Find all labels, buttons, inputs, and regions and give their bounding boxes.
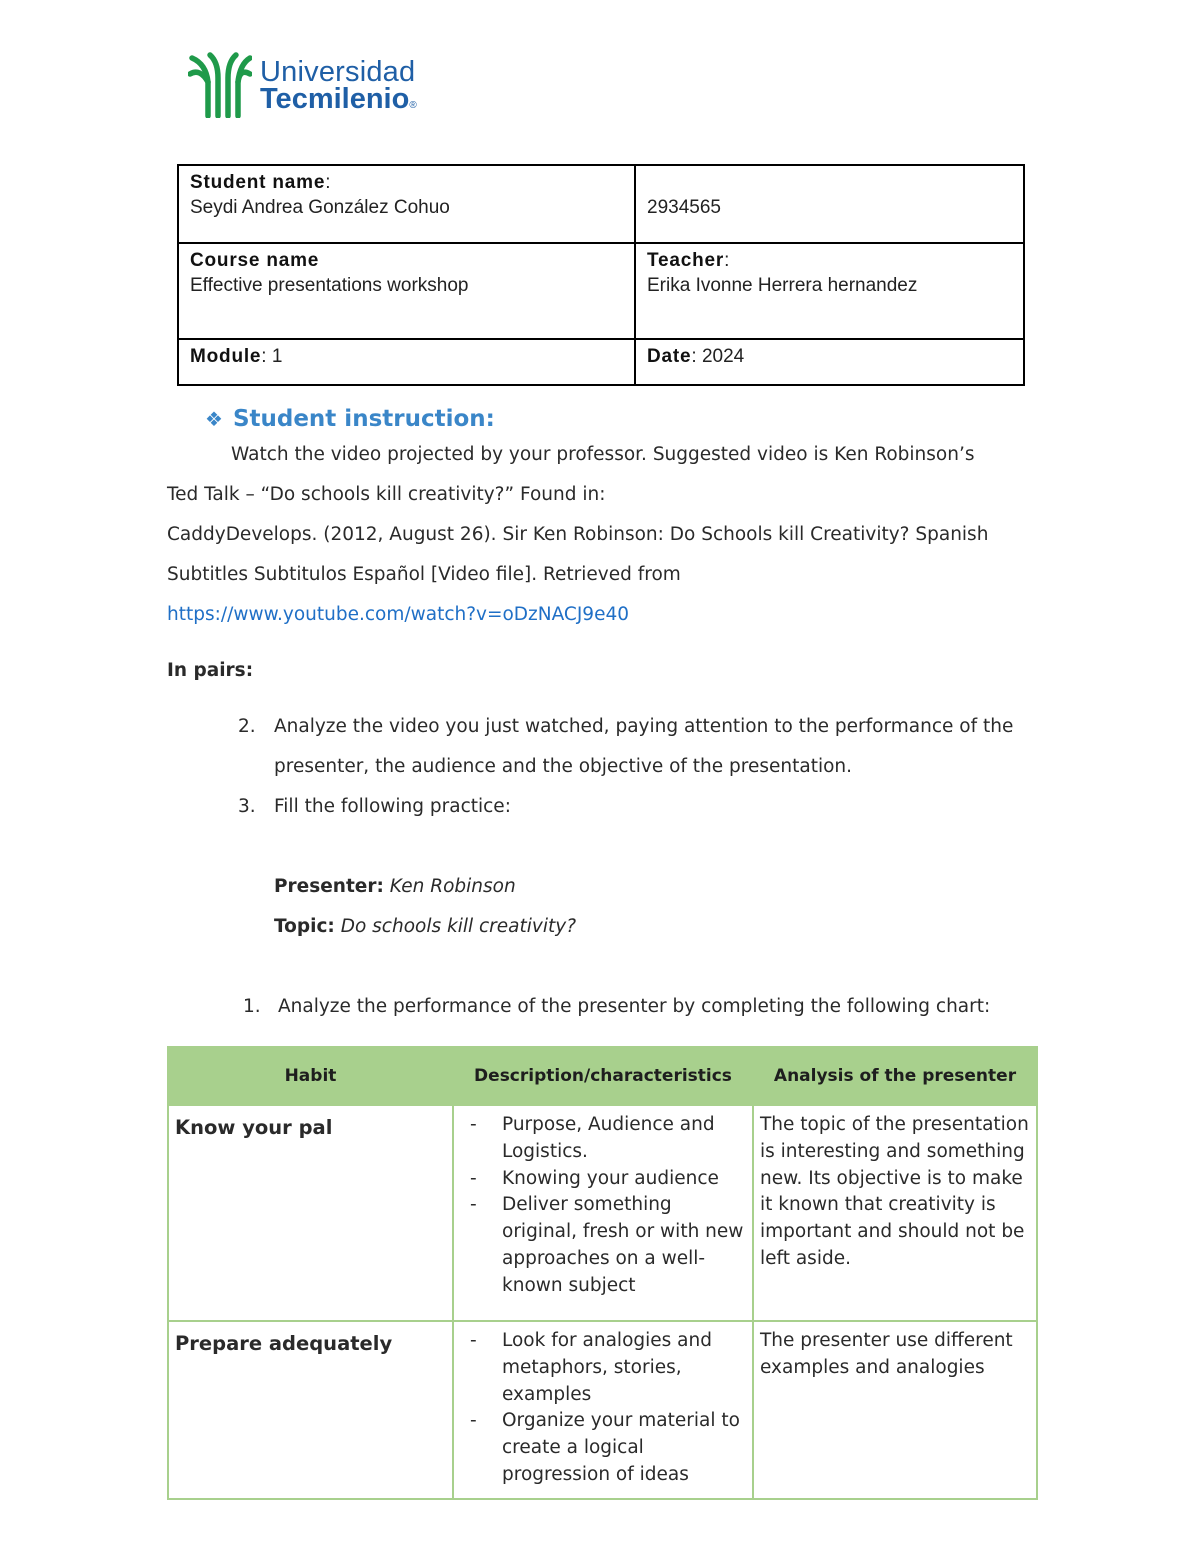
course-name-value: Effective presentations workshop bbox=[190, 275, 469, 296]
instruction-line-2: Ted Talk – “Do schools kill creativity?” Found in: bbox=[167, 484, 606, 505]
description-cell bbox=[453, 1105, 753, 1321]
description-list bbox=[460, 1328, 746, 1489]
logo-text-universidad: Universidad bbox=[260, 56, 416, 88]
date-cell bbox=[635, 339, 1024, 385]
analysis-cell: The topic of the presentation is interesting and something new. Its objective is to make it known that creativity is important and should not be left aside. bbox=[753, 1105, 1037, 1321]
logo-text-tecmilenio bbox=[260, 83, 417, 116]
in-pairs-label: In pairs: bbox=[167, 660, 254, 681]
student-name-value: Seydi Andrea González Cohuo bbox=[190, 197, 450, 218]
course-name-cell bbox=[178, 243, 635, 339]
teacher-cell bbox=[635, 243, 1024, 339]
habit-cell: Prepare adequately bbox=[168, 1321, 453, 1499]
topic-value: Do schools kill creativity? bbox=[340, 916, 577, 937]
habit-cell: Know your pal bbox=[168, 1105, 453, 1321]
tecmilenio-arch-icon bbox=[188, 52, 252, 118]
header-analysis: Analysis of the presenter bbox=[753, 1047, 1037, 1105]
item-3-text: Fill the following practice: bbox=[274, 796, 511, 817]
description-list bbox=[460, 1112, 746, 1300]
student-name-colon: : bbox=[325, 172, 331, 193]
university-logo bbox=[188, 52, 448, 118]
student-name-cell bbox=[178, 165, 635, 243]
list-number-1: 1. bbox=[243, 996, 261, 1017]
student-name-label: Student name bbox=[190, 172, 326, 193]
module-value: 1 bbox=[271, 346, 283, 367]
youtube-link[interactable]: https://www.youtube.com/watch?v=oDzNACJ9e40 bbox=[167, 604, 630, 625]
student-id-value: 2934565 bbox=[647, 197, 721, 218]
table-row bbox=[168, 1105, 1037, 1321]
student-info-table bbox=[177, 164, 1025, 386]
course-name-label: Course name bbox=[190, 250, 320, 271]
item-2-line-1: Analyze the video you just watched, paying attention to the performance of the bbox=[274, 716, 1014, 737]
student-instruction-title: Student instruction: bbox=[232, 406, 495, 432]
analysis-cell: The presenter use different examples and analogies bbox=[753, 1321, 1037, 1499]
student-instruction-heading bbox=[205, 406, 495, 432]
date-value: 2024 bbox=[701, 346, 745, 367]
list-number-2: 2. bbox=[238, 716, 256, 737]
list-item: - Purpose, Audience and Logistics. bbox=[460, 1112, 746, 1166]
student-id-cell bbox=[635, 165, 1024, 243]
date-colon: : bbox=[691, 346, 702, 367]
description-cell bbox=[453, 1321, 753, 1499]
list-number-3: 3. bbox=[238, 796, 256, 817]
registered-mark: ® bbox=[409, 100, 417, 111]
habit-analysis-table bbox=[167, 1046, 1038, 1500]
module-colon: : bbox=[261, 346, 272, 367]
module-cell bbox=[178, 339, 635, 385]
teacher-colon: : bbox=[724, 250, 730, 271]
item-2-line-2: presenter, the audience and the objective of the presentation. bbox=[274, 756, 853, 777]
teacher-label: Teacher bbox=[647, 250, 725, 271]
module-label: Module bbox=[190, 346, 262, 367]
presenter-value: Ken Robinson bbox=[389, 876, 516, 897]
header-description: Description/characteristics bbox=[453, 1047, 753, 1105]
diamond-bullet-icon: ❖ bbox=[205, 407, 223, 431]
reference-line-1: CaddyDevelops. (2012, August 26). Sir Ken Robinson: Do Schools kill Creativity? Spanish bbox=[167, 524, 989, 545]
list-item: - Deliver something original, fresh or with new approaches on a well-known subject bbox=[460, 1192, 746, 1299]
list-item: - Organize your material to create a logical progression of ideas bbox=[460, 1408, 746, 1488]
item-1-text: Analyze the performance of the presenter by completing the following chart: bbox=[278, 996, 991, 1017]
instruction-line-1: Watch the video projected by your professor. Suggested video is Ken Robinson’s bbox=[231, 444, 975, 465]
header-habit: Habit bbox=[168, 1047, 453, 1105]
topic-label: Topic: bbox=[274, 916, 335, 937]
list-item: - Look for analogies and metaphors, stories, examples bbox=[460, 1328, 746, 1408]
logo-text-tecmilenio-word: Tecmilenio bbox=[260, 83, 410, 115]
table-row bbox=[168, 1321, 1037, 1499]
teacher-value: Erika Ivonne Herrera hernandez bbox=[647, 275, 918, 296]
list-item: - Knowing your audience bbox=[460, 1166, 746, 1193]
date-label: Date bbox=[647, 346, 692, 367]
topic-line bbox=[274, 916, 576, 937]
presenter-label: Presenter: bbox=[274, 876, 384, 897]
reference-line-2: Subtitles Subtitulos Español [Video file]. Retrieved from bbox=[167, 564, 681, 585]
presenter-line bbox=[274, 876, 516, 897]
